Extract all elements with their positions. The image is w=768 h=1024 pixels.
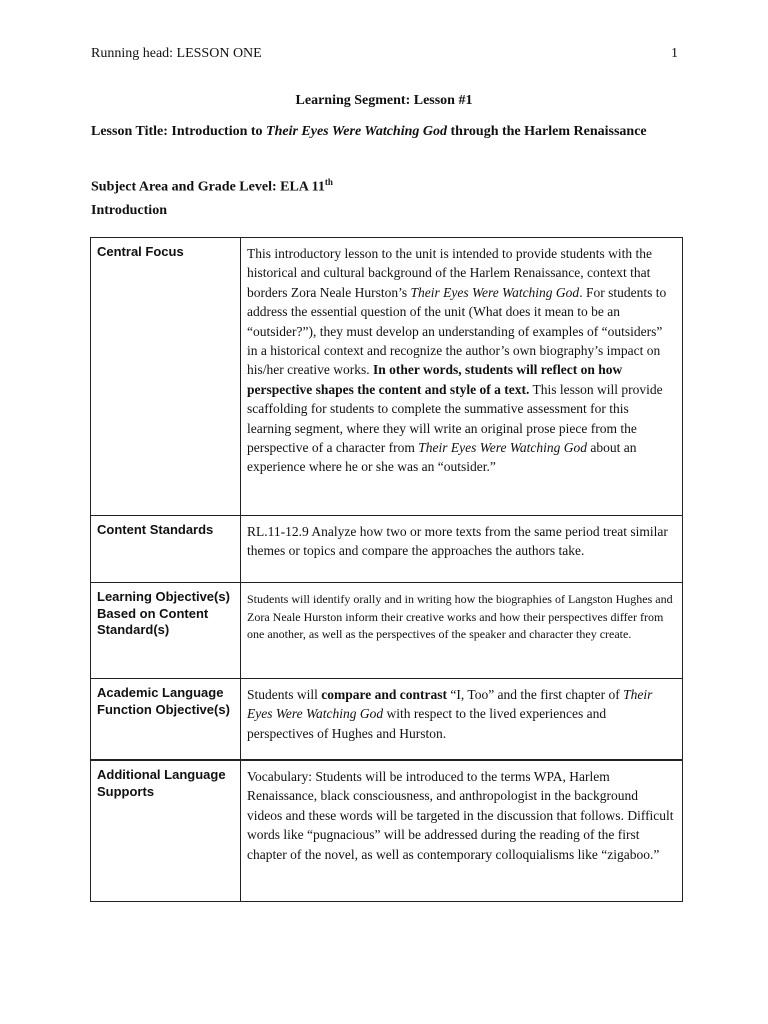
academic-language-header: Academic Language Function Objective(s)	[91, 679, 241, 761]
running-head: Running head: LESSON ONE	[91, 46, 262, 61]
al-bold: compare and contrast	[321, 687, 448, 702]
table-row	[91, 238, 683, 516]
content-standards-content: RL.11-12.9 Analyze how two or more texts from the same period treat similar themes or topics and compare the approaches the authors take.	[241, 516, 683, 583]
subject-grade-level	[91, 172, 651, 198]
learning-objectives-header: Learning Objective(s) Based on Content Standard(s)	[91, 583, 241, 679]
lesson-title-book: Their Eyes Were Watching God	[266, 124, 447, 139]
table-row	[91, 516, 683, 583]
subject-label: Subject Area and Grade Level: ELA 11	[91, 179, 325, 195]
central-focus-content	[241, 238, 683, 516]
cf-book-1: Their Eyes Were Watching God	[410, 284, 580, 300]
cf-text-1: This introductory lesson to the unit is intended to provide students with the historical and cultural background of the Harlem Renaissance, context that borders Zora Neale Hurston’s	[247, 246, 652, 300]
al-text-2: “I, Too” and the first chapter of	[447, 687, 624, 702]
lesson-title	[91, 122, 651, 142]
al-book: Their Eyes Were Watching God	[247, 687, 653, 722]
lesson-table	[90, 237, 683, 902]
cf-text-3: This lesson will provide scaffolding for students to complete the summative assessment for this learning segment, where they will write an original prose piece from the perspective of a character from	[247, 381, 663, 456]
subject-sup: th	[324, 177, 333, 187]
table-row	[91, 760, 683, 902]
running-header	[91, 46, 678, 62]
academic-language-content	[241, 679, 683, 761]
lesson-title-label: Lesson Title: Introduction to	[91, 124, 267, 139]
al-text-1: Students will	[247, 687, 322, 702]
cf-book-2: Their Eyes Were Watching God	[418, 440, 588, 456]
content-standards-header: Content Standards	[91, 516, 241, 583]
table-row	[91, 679, 683, 761]
page-number: 1	[671, 46, 678, 61]
additional-supports-content: Vocabulary: Students will be introduced to the terms WPA, Harlem Renaissance, black consciousness, and anthropologist in the background videos and these words will be targeted in the discussion that follows. Difficult words like “pugnacious” will be addressed during the reading of the first chapter of the novel, as well as contemporary colloquialisms like “zigaboo.”	[241, 760, 683, 902]
cf-text-2: . For students to address the essential question of the unit (What does it mean to be an “outsider?”), they must develop an understanding of examples of “outsiders” in a historical context and recognize the author’s own biography’s impact on his/her creative works.	[247, 284, 667, 378]
segment-title: Learning Segment: Lesson #1	[295, 93, 473, 108]
table-row	[91, 583, 683, 679]
al-text-3: with respect to the lived experiences and perspectives of Hughes and Hurston.	[247, 706, 607, 741]
lesson-title-rest: through the Harlem Renaissance	[447, 124, 647, 139]
cf-bold: In other words, students will reflect on how perspective shapes the content and style of a text.	[247, 362, 623, 397]
learning-objectives-content: Students will identify orally and in writing how the biographies of Langston Hughes and Zora Neale Hurston inform their creative works and how their perspectives differ from one another, as well as the perspectives of the speaker and character they create.	[241, 583, 683, 679]
central-focus-header: Central Focus	[91, 238, 241, 516]
additional-supports-header: Additional Language Supports	[91, 760, 241, 902]
introduction-heading: Introduction	[91, 203, 167, 218]
cf-text-4: about an experience where he or she was an “outsider.”	[247, 440, 637, 475]
